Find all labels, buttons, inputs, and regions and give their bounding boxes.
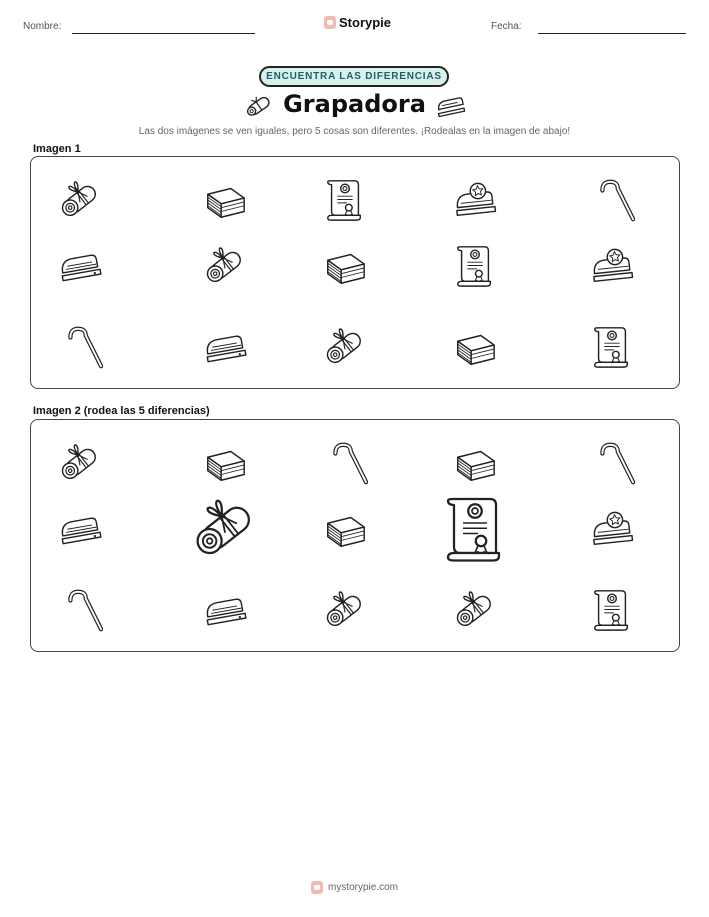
date-line[interactable] (538, 33, 686, 34)
instructions: Las dos imágenes se ven iguales, pero 5 cosas son diferentes. ¡Rodealas en la imagen de abajo! (138, 126, 571, 137)
brand-logo (324, 15, 391, 30)
certificate-icon (589, 324, 635, 370)
storypie-logo-icon (324, 16, 336, 29)
book-stack-icon (322, 506, 368, 552)
footer-site: mystorypie.com (327, 882, 398, 893)
cane-icon (322, 440, 368, 486)
stapler-icon (57, 243, 103, 289)
stapler-badge-icon (452, 177, 498, 223)
stapler-badge-icon (589, 243, 635, 289)
name-line[interactable] (72, 33, 255, 34)
scroll-icon (452, 587, 498, 633)
book-stack-icon (322, 243, 368, 289)
storypie-logo-icon (311, 881, 323, 894)
stapler-icon (202, 587, 248, 633)
scroll-icon (189, 493, 261, 565)
stapler-icon (434, 93, 466, 122)
image2-label: Imagen 2 (rodea las 5 diferencias) (33, 405, 210, 417)
book-stack-icon (452, 440, 498, 486)
certificate-icon (439, 493, 511, 565)
cane-icon (57, 587, 103, 633)
cane-icon (589, 177, 635, 223)
scroll-icon (57, 440, 103, 486)
stapler-badge-icon (589, 506, 635, 552)
find-differences-badge: ENCUENTRA LAS DIFERENCIAS (259, 66, 449, 87)
image1-label: Imagen 1 (33, 143, 81, 155)
certificate-icon (589, 587, 635, 633)
certificate-icon (452, 243, 498, 289)
stapler-icon (57, 506, 103, 552)
page-title: Grapadora (283, 90, 426, 118)
book-stack-icon (202, 440, 248, 486)
scroll-icon (57, 177, 103, 223)
stapler-icon (202, 324, 248, 370)
scroll-icon (202, 243, 248, 289)
cane-icon (589, 440, 635, 486)
book-stack-icon (452, 324, 498, 370)
footer (0, 881, 709, 894)
cane-icon (57, 324, 103, 370)
date-label: Fecha: (491, 21, 522, 32)
scroll-icon (322, 587, 368, 633)
certificate-icon (322, 177, 368, 223)
name-label: Nombre: (23, 21, 62, 32)
brand-name: Storypie (339, 15, 392, 30)
book-stack-icon (202, 177, 248, 223)
scroll-icon (322, 324, 368, 370)
